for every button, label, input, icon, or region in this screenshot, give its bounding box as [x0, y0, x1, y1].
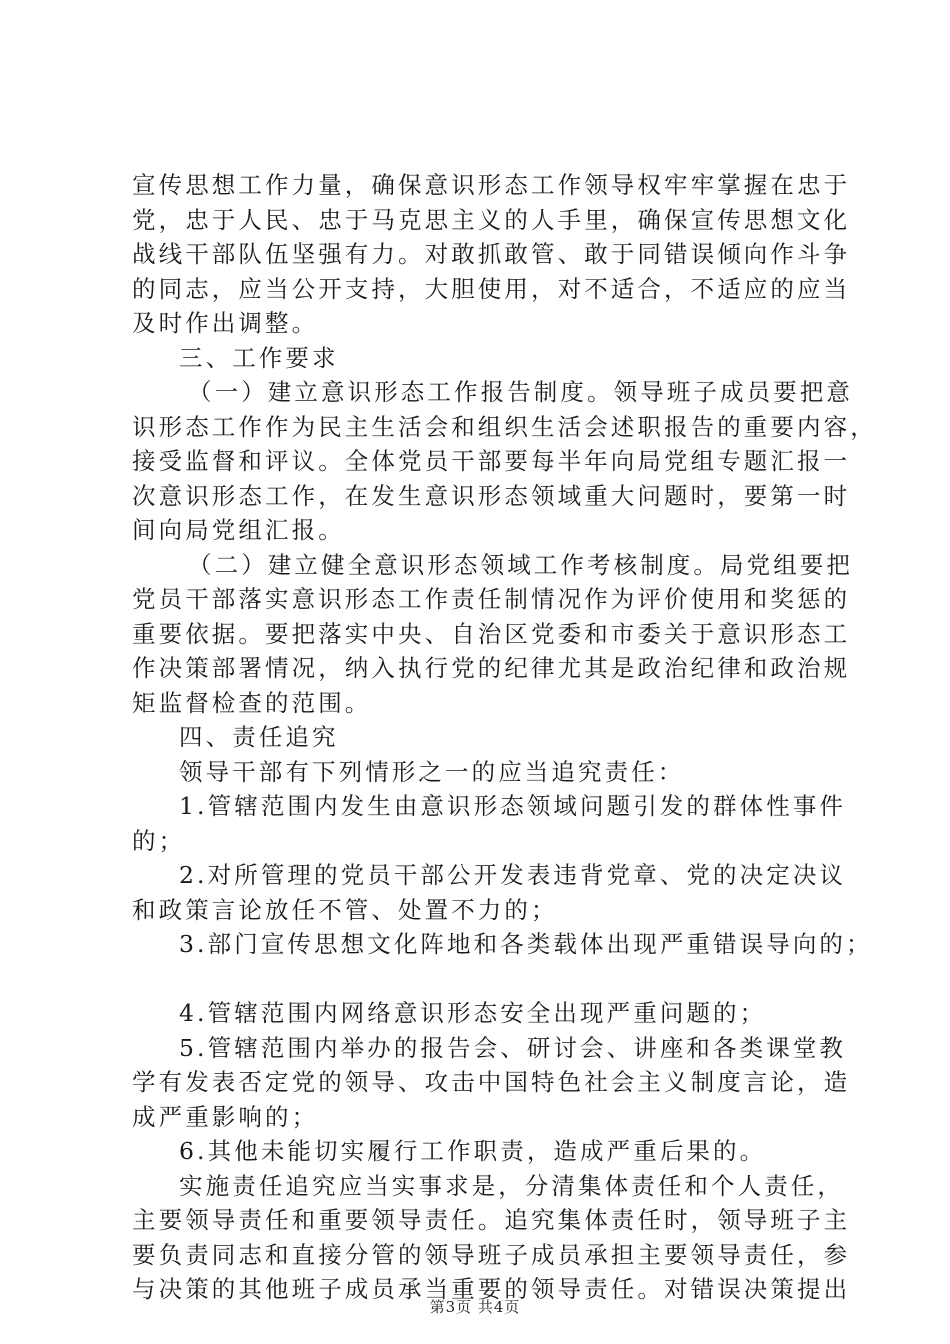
section-heading: 四、责任追究: [179, 723, 339, 751]
text-line: 与决策的其他班子成员承当重要的领导责任。对错误决策提出: [132, 1275, 851, 1303]
text-line: 要负责同志和直接分管的领导班子成员承担主要领导责任，参: [132, 1240, 851, 1269]
text-line: （二）建立健全意识形态领域工作考核制度。局党组要把: [188, 550, 853, 579]
text-line: 战线干部队伍坚强有力。对敢抓敢管、敢于同错误倾向作斗争: [132, 240, 851, 268]
list-item: 4.管辖范围内网络意识形态安全出现严重问题的；: [179, 999, 767, 1027]
text-line: 及时作出调整。: [132, 309, 319, 337]
text-line: 学有发表否定党的领导、攻击中国特色社会主义制度言论，造: [132, 1068, 851, 1096]
list-item: 3.部门宣传思想文化阵地和各类载体出现严重错误导向的；: [179, 930, 873, 958]
list-item: 1.管辖范围内发生由意识形态领域问题引发的群体性事件: [179, 792, 847, 820]
text-line: （一）建立意识形态工作报告制度。领导班子成员要把意: [188, 378, 853, 406]
text-line: 宣传思想工作力量，确保意识形态工作领导权牢牢掌握在忠于: [132, 171, 851, 199]
list-item: 6.其他未能切实履行工作职责，造成严重后果的。: [179, 1137, 767, 1165]
text-line: 间向局党组汇报。: [132, 516, 345, 544]
blank-line: [132, 962, 832, 997]
text-line: 作决策部署情况，纳入执行党的纪律尤其是政治纪律和政治规: [132, 654, 851, 682]
section-heading: 三、工作要求: [179, 343, 339, 372]
text-line: 重要依据。要把落实中央、自治区党委和市委关于意识形态工: [132, 619, 851, 648]
text-line: 次意识形态工作，在发生意识形态领域重大问题时，要第一时: [132, 481, 851, 510]
text-line: 接受监督和评议。全体党员干部要每半年向局党组专题汇报一: [132, 447, 851, 475]
text-line: 主要领导责任和重要领导责任。追究集体责任时，领导班子主: [132, 1206, 851, 1234]
page-footer: 第3页 共4页: [429, 1298, 521, 1316]
text-line: 矩监督检查的范围。: [132, 688, 372, 717]
text-line: 的同志，应当公开支持，大胆使用，对不适合，不适应的应当: [132, 274, 851, 303]
document-body: [132, 168, 877, 1307]
list-item: 2.对所管理的党员干部公开发表违背党章、党的决定决议: [179, 861, 847, 889]
list-item: 5.管辖范围内举办的报告会、研讨会、讲座和各类课堂教: [179, 1033, 847, 1062]
text-line: 领导干部有下列情形之一的应当追究责任：: [179, 757, 685, 786]
text-line: 和政策言论放任不管、处置不力的；: [132, 895, 558, 924]
text-line: 党，忠于人民、忠于马克思主义的人手里，确保宣传思想文化: [132, 205, 851, 234]
text-line: 的；: [132, 826, 186, 855]
text-line: 成严重影响的；: [132, 1102, 319, 1131]
text-line: 实施责任追究应当实事求是，分清集体责任和个人责任，: [179, 1171, 844, 1200]
text-line: 识形态工作作为民主生活会和组织生活会述职报告的重要内容，: [132, 412, 877, 441]
text-line: 党员干部落实意识形态工作责任制情况作为评价使用和奖惩的: [132, 585, 851, 613]
